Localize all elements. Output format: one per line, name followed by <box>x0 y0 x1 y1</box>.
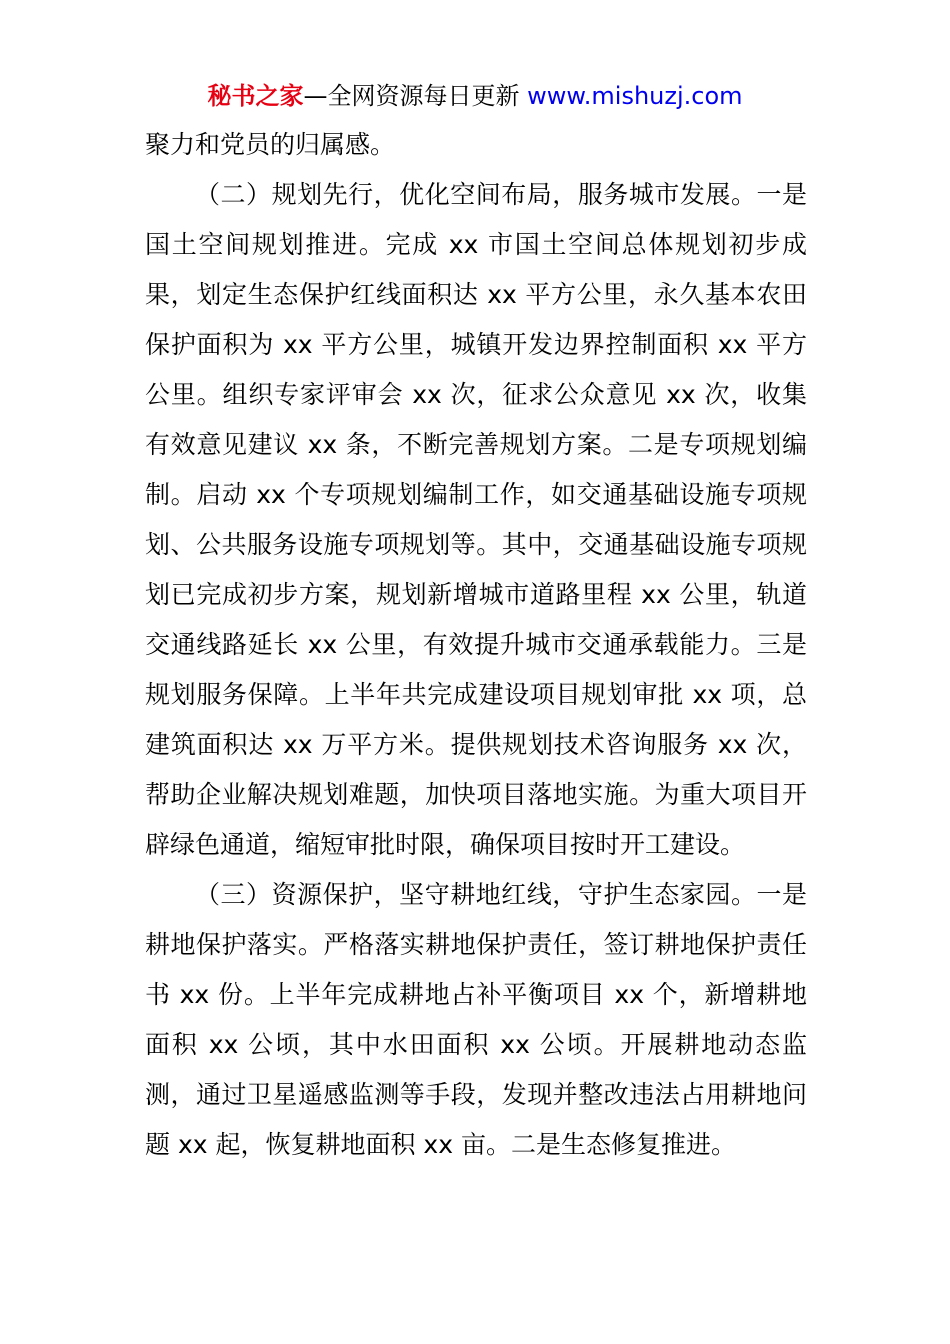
site-url-link[interactable]: www.mishuzj.com <box>527 82 743 110</box>
site-tagline: —全网资源每日更新 <box>303 82 528 110</box>
paragraph-section-2: （二）规划先行，优化空间布局，服务城市发展。一是国土空间规划推进。完成 xx 市国土空间总体规划初步成果，划定生态保护红线面积达 xx 平方公里，永久基本农田保护面积为 xx 平方公里，城镇开发边界控制面积 xx 平方公里。组织专家评审会 xx 次，征求公众意见 xx 次，收集有效意见建议 xx 条，不断完善规划方案。二是专项规划编制。启动 xx 个专项规划编制工作，如交通基础设施专项规划、公共服务设施专项规划等。其中，交通基础设施专项规划已完成初步方案，规划新增城市道路里程 xx 公里，轨道交通线路延长 xx 公里，有效提升城市交通承载能力。三是规划服务保障。上半年共完成建设项目规划审批 xx 项，总建筑面积达 xx 万平方米。提供规划技术咨询服务 xx 次，帮助企业解决规划难题，加快项目落地实施。为重大项目开辟绿色通道，缩短审批时限，确保项目按时开工建设。 <box>145 180 807 859</box>
paragraph-section-3: （三）资源保护，坚守耕地红线，守护生态家园。一是耕地保护落实。严格落实耕地保护责任，签订耕地保护责任书 xx 份。上半年完成耕地占补平衡项目 xx 个，新增耕地面积 xx 公顷，其中水田面积 xx 公顷。开展耕地动态监测，通过卫星遥感监测等手段，发现并整改违法占用耕地问题 xx 起，恢复耕地面积 xx 亩。二是生态修复推进。 <box>145 880 807 1159</box>
site-header <box>0 78 950 114</box>
paragraph-continuation: 聚力和党员的归属感。 <box>145 130 396 159</box>
site-brand: 秘书之家 <box>207 82 304 110</box>
document-body <box>145 120 807 1170</box>
